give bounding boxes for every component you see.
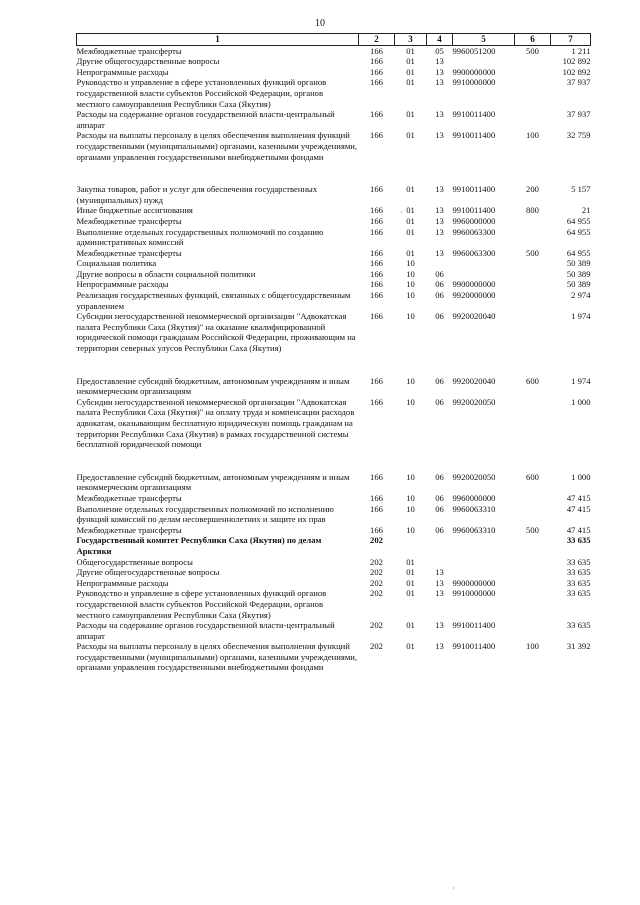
row-cell-6 <box>515 56 551 67</box>
row-cell-7: 33 635 <box>566 556 591 567</box>
row-name: Непрограммные расходы <box>76 577 169 588</box>
table-row <box>77 472 591 493</box>
table-body <box>77 45 591 673</box>
row-name: Выполнение отдельных государственных полномочий по исполнению функций комиссий по делам несовершеннолетних и защите их прав <box>76 503 334 525</box>
row-cell-6 <box>515 216 551 227</box>
row-cell-4: 13 <box>435 56 444 67</box>
column-header: 3 <box>395 34 427 46</box>
row-cell-4: 13 <box>435 226 444 237</box>
table-row <box>77 269 591 280</box>
table-row <box>77 109 591 130</box>
row-cell-7: 50 389 <box>566 258 591 269</box>
row-cell-2: 166 <box>370 77 383 88</box>
row-cell-3: 10 <box>406 290 415 301</box>
row-cell-4: 13 <box>435 77 444 88</box>
row-cell-6: 800 <box>526 205 539 216</box>
table-row <box>77 67 591 78</box>
row-cell-3: 01 <box>406 205 415 216</box>
row-cell-4: 13 <box>435 205 444 216</box>
row-cell-4 <box>427 258 453 269</box>
row-cell-3 <box>395 535 427 556</box>
row-cell-5: 9910011400 <box>452 641 496 652</box>
row-cell-5 <box>453 258 515 269</box>
row-cell-5: 9910011400 <box>452 184 496 195</box>
table-row <box>77 578 591 589</box>
row-cell-7: 37 937 <box>566 77 591 88</box>
row-cell-2: 166 <box>370 66 383 77</box>
row-cell-3: 10 <box>406 492 415 503</box>
row-cell-3: 10 <box>406 258 415 269</box>
row-cell-7: 33 635 <box>566 620 591 631</box>
row-cell-2: 166 <box>370 130 383 141</box>
row-name: Предоставление субсидий бюджетным, автономным учреждениям и иным некоммерческим организациям <box>76 375 350 397</box>
row-name: Субсидии негосударственной некоммерческой организации "Адвокатская палата Республики Саха (Якутия)" на оказание квалифицированной юридической помощи гражданам Российской Федерации, проживающим на территории северных улусов Республики Саха (Якутия) <box>76 311 356 354</box>
row-cell-5: 9960063300 <box>452 226 496 237</box>
budget-table <box>76 33 591 673</box>
row-cell-6 <box>515 311 551 375</box>
row-name: Субсидии негосударственной некоммерческой организации "Адвокатская палата Республики Саха (Якутия)" на оплату труда и компенсации расходов адвокатам, оказывающим бесплатную юридическую помощь гражданам на территории Республики Саха (Якутия) в рамках государственной системы бесплатной юридической помощи <box>76 396 355 450</box>
row-cell-7: 1 000 <box>571 396 591 407</box>
table-row <box>77 311 591 375</box>
row-cell-6 <box>515 493 551 504</box>
row-cell-6 <box>515 588 551 620</box>
row-name: Социальная политика <box>76 258 157 269</box>
row-name: Государственный комитет Республики Саха (Якутия) по делам Арктики <box>76 535 322 556</box>
row-cell-7: 32 759 <box>566 130 591 141</box>
row-cell-3: 10 <box>406 524 415 535</box>
row-cell-7: 1 000 <box>571 471 591 482</box>
table-row <box>77 56 591 67</box>
row-cell-3: 01 <box>406 620 415 631</box>
row-name: Общегосударственные вопросы <box>76 556 193 567</box>
row-cell-3: 01 <box>406 577 415 588</box>
row-cell-2: 166 <box>370 215 383 226</box>
row-cell-2: 166 <box>370 492 383 503</box>
table-row <box>77 376 591 397</box>
table-row <box>77 279 591 290</box>
table-row <box>77 641 591 673</box>
row-cell-5: 9920000000 <box>452 290 496 301</box>
row-cell-6: 500 <box>526 247 539 258</box>
row-cell-2: 202 <box>370 577 383 588</box>
row-cell-6 <box>515 567 551 578</box>
column-header: 4 <box>427 34 453 46</box>
row-cell-3: 01 <box>406 130 415 141</box>
row-cell-6 <box>515 620 551 641</box>
row-cell-7: 1 974 <box>571 311 591 322</box>
row-cell-2: 166 <box>370 290 383 301</box>
row-cell-3: 01 <box>406 247 415 258</box>
row-cell-2: 202 <box>370 588 383 599</box>
row-name: Межбюджетные трансферты <box>76 247 182 258</box>
row-cell-2: 166 <box>370 396 383 407</box>
row-cell-4: 13 <box>435 577 444 588</box>
table-row <box>77 493 591 504</box>
column-header: 1 <box>77 34 359 46</box>
row-cell-5: 9960051200 <box>452 45 496 56</box>
row-cell-6 <box>515 290 551 311</box>
row-cell-4: 06 <box>435 268 444 279</box>
row-cell-5 <box>453 535 515 556</box>
table-row <box>77 227 591 248</box>
row-cell-3: 01 <box>406 77 415 88</box>
row-cell-6 <box>515 269 551 280</box>
row-cell-6 <box>515 535 551 556</box>
row-cell-2: 166 <box>370 258 383 269</box>
table-row <box>77 525 591 536</box>
row-cell-4: 06 <box>435 396 444 407</box>
row-cell-6 <box>515 67 551 78</box>
row-cell-2: 166 <box>370 311 383 322</box>
row-cell-7: 31 392 <box>566 641 591 652</box>
row-cell-4: 06 <box>435 311 444 322</box>
row-cell-4: 13 <box>435 641 444 652</box>
row-cell-5: 9910011400 <box>452 130 496 141</box>
row-cell-3: 01 <box>406 226 415 237</box>
row-cell-3: 10 <box>406 279 415 290</box>
table-row <box>77 77 591 109</box>
row-cell-6 <box>515 504 551 525</box>
row-name: Закупка товаров, работ и услуг для обеспечения государственных (муниципальных) нужд <box>76 184 318 205</box>
row-cell-6: 200 <box>526 184 539 195</box>
row-cell-7: 50 389 <box>566 279 591 290</box>
column-header: 7 <box>551 34 591 46</box>
row-cell-2: 166 <box>370 268 383 279</box>
scan-mark: · <box>452 884 455 893</box>
row-cell-3: 01 <box>406 184 415 195</box>
row-cell-2: 202 <box>370 556 383 567</box>
row-cell-5: 9920020040 <box>452 311 496 322</box>
row-cell-5: 9960000000 <box>452 492 496 503</box>
table-row <box>77 397 591 472</box>
row-cell-2: 166 <box>370 226 383 237</box>
table-row <box>77 620 591 641</box>
row-cell-7: 102 892 <box>562 56 591 67</box>
row-cell-7: 47 415 <box>566 503 591 514</box>
row-cell-5 <box>453 56 515 67</box>
row-cell-3: 01 <box>406 215 415 226</box>
row-cell-7: 47 415 <box>566 524 591 535</box>
table-row <box>77 216 591 227</box>
row-cell-3: 01 <box>406 56 415 67</box>
row-cell-7: 64 955 <box>566 247 591 258</box>
row-cell-2: 166 <box>370 184 383 195</box>
row-cell-5: 9910000000 <box>452 77 496 88</box>
row-cell-4: 06 <box>435 492 444 503</box>
row-name: Расходы на выплаты персоналу в целях обеспечения выполнения функций государственными (муниципальными) органами, казенными учреждениями, органами управления государственными внебюджетными фондами <box>76 641 358 673</box>
row-cell-6: 500 <box>526 45 539 56</box>
row-cell-7: 1 974 <box>571 375 591 386</box>
row-cell-3: 01 <box>406 45 415 56</box>
row-name: Руководство и управление в сфере установленных функций органов государственной власти субъектов Российской Федерации, органов местного самоуправления Республики Саха (Якутия) <box>76 77 327 109</box>
table-row <box>77 567 591 578</box>
row-cell-7: 64 955 <box>566 215 591 226</box>
row-cell-3: 01 <box>406 556 415 567</box>
row-cell-7: 102 892 <box>562 66 591 77</box>
row-cell-2: 166 <box>370 109 383 120</box>
row-cell-7: 2 974 <box>571 290 591 301</box>
row-cell-7: 37 937 <box>566 109 591 120</box>
row-cell-2: 166 <box>370 247 383 258</box>
row-cell-3: 10 <box>406 471 415 482</box>
row-cell-4: 13 <box>435 184 444 195</box>
row-cell-5 <box>453 557 515 568</box>
row-cell-3: 10 <box>406 503 415 514</box>
row-cell-5: 9920020050 <box>452 396 496 407</box>
row-name: Выполнение отдельных государственных полномочий по созданию административных комиссий <box>76 226 324 248</box>
row-cell-4: 13 <box>435 66 444 77</box>
row-cell-7: 64 955 <box>566 226 591 237</box>
row-name: Непрограммные расходы <box>76 66 169 77</box>
row-cell-4: 13 <box>435 215 444 226</box>
row-cell-4: 13 <box>435 247 444 258</box>
row-name: Межбюджетные трансферты <box>76 524 182 535</box>
row-cell-5: 9910011400 <box>452 620 496 631</box>
row-cell-7: 50 389 <box>566 268 591 279</box>
row-cell-4: 06 <box>435 524 444 535</box>
row-cell-2: 166 <box>370 503 383 514</box>
row-cell-2: 166 <box>370 471 383 482</box>
row-cell-4: 06 <box>435 375 444 386</box>
row-cell-6 <box>515 109 551 130</box>
row-cell-4: 06 <box>435 290 444 301</box>
table-row <box>77 588 591 620</box>
row-cell-6 <box>515 578 551 589</box>
row-cell-5: 9960063300 <box>452 247 496 258</box>
table-row <box>77 45 591 56</box>
row-cell-3: 10 <box>406 311 415 322</box>
row-cell-3: 01 <box>406 588 415 599</box>
row-cell-3: 10 <box>406 375 415 386</box>
row-name: Межбюджетные трансферты <box>76 45 182 56</box>
row-cell-5: 9900000000 <box>452 577 496 588</box>
row-cell-5: 9910011400 <box>452 109 496 120</box>
row-cell-2: 166 <box>370 56 383 67</box>
row-cell-4 <box>427 557 453 568</box>
row-cell-3: 10 <box>406 396 415 407</box>
row-cell-3: 01 <box>406 641 415 652</box>
table-row <box>77 258 591 269</box>
row-cell-4: 06 <box>435 503 444 514</box>
row-cell-7: 1 211 <box>571 45 591 56</box>
column-header: 6 <box>515 34 551 46</box>
table-header-row <box>77 34 591 46</box>
row-cell-4: 13 <box>435 620 444 631</box>
scan-mark: · <box>400 208 403 217</box>
table-row <box>77 557 591 568</box>
row-name: Другие вопросы в области социальной политики <box>76 268 256 279</box>
row-cell-4: 13 <box>435 588 444 599</box>
row-cell-5: 9960063310 <box>452 524 496 535</box>
row-cell-2: 202 <box>370 620 383 631</box>
column-header: 5 <box>453 34 515 46</box>
row-name: Межбюджетные трансферты <box>76 492 182 503</box>
row-cell-6 <box>515 557 551 568</box>
row-cell-7: 33 635 <box>566 567 591 578</box>
row-cell-5: 9900000000 <box>452 279 496 290</box>
row-name: Реализация государственных функций, связанных с общегосударственным управлением <box>76 290 351 311</box>
row-cell-2: 166 <box>370 279 383 290</box>
table-row <box>77 290 591 311</box>
row-cell-6: 500 <box>526 524 539 535</box>
row-cell-6 <box>515 227 551 248</box>
row-cell-2: 166 <box>370 524 383 535</box>
row-name: Иные бюджетные ассигнования <box>76 205 193 216</box>
row-name: Расходы на содержание органов государственной власти-центральный аппарат <box>76 109 335 130</box>
row-cell-4: 13 <box>435 130 444 141</box>
row-cell-5: 9960000000 <box>452 215 496 226</box>
row-cell-2: 202 <box>370 535 383 546</box>
row-cell-5: 9910011400 <box>452 205 496 216</box>
row-cell-7: 33 635 <box>566 577 591 588</box>
row-name: Руководство и управление в сфере установленных функций органов государственной власти субъектов Российской Федерации, органов местного самоуправления Республики Саха (Якутия) <box>76 588 327 620</box>
row-cell-4 <box>427 535 453 556</box>
table-row <box>77 504 591 525</box>
row-cell-5 <box>453 567 515 578</box>
page-number: 10 <box>315 18 325 29</box>
row-name: Другие общегосударственные вопросы <box>76 567 220 578</box>
row-cell-6 <box>515 279 551 290</box>
column-header: 2 <box>359 34 395 46</box>
table-row <box>77 130 591 184</box>
row-cell-5: 9900000000 <box>452 66 496 77</box>
table-row <box>77 184 591 205</box>
row-cell-2: 202 <box>370 567 383 578</box>
table-row <box>77 248 591 259</box>
row-cell-3: 10 <box>406 268 415 279</box>
row-cell-5: 9960063310 <box>452 503 496 514</box>
row-cell-7: 21 <box>581 205 591 216</box>
row-cell-7: 5 157 <box>571 184 591 195</box>
row-cell-3: 01 <box>406 109 415 120</box>
row-cell-6: 600 <box>526 375 539 386</box>
row-cell-2: 202 <box>370 641 383 652</box>
row-name: Межбюджетные трансферты <box>76 215 182 226</box>
row-cell-6 <box>515 77 551 109</box>
row-cell-7: 47 415 <box>566 492 591 503</box>
row-name: Непрограммные расходы <box>76 279 169 290</box>
row-cell-3: 01 <box>406 66 415 77</box>
row-cell-4: 13 <box>435 109 444 120</box>
row-cell-4: 13 <box>435 567 444 578</box>
row-cell-6: 100 <box>526 641 539 652</box>
row-cell-7: 33 635 <box>566 535 591 546</box>
row-name: Другие общегосударственные вопросы <box>76 56 220 67</box>
row-cell-4: 06 <box>435 279 444 290</box>
row-cell-2: 166 <box>370 205 383 216</box>
row-cell-6 <box>515 258 551 269</box>
row-cell-5 <box>453 269 515 280</box>
row-name: Расходы на содержание органов государственной власти-центральный аппарат <box>76 620 335 641</box>
table-row <box>77 535 591 556</box>
row-cell-4: 06 <box>435 471 444 482</box>
row-cell-5: 9920020050 <box>452 471 496 482</box>
table-row <box>77 205 591 216</box>
row-cell-6 <box>515 397 551 472</box>
row-name: Расходы на выплаты персоналу в целях обеспечения выполнения функций государственными (муниципальными) органами, казенными учреждениями, органами управления государственными внебюджетными фондами <box>76 130 358 162</box>
row-cell-2: 166 <box>370 375 383 386</box>
row-cell-6: 100 <box>526 130 539 141</box>
row-cell-2: 166 <box>370 45 383 56</box>
row-cell-3: 01 <box>406 567 415 578</box>
row-cell-7: 33 635 <box>566 588 591 599</box>
row-cell-5: 9920020040 <box>452 375 496 386</box>
row-cell-6: 600 <box>526 471 539 482</box>
row-name: Предоставление субсидий бюджетным, автономным учреждениям и иным некоммерческим организациям <box>76 471 350 493</box>
row-cell-5: 9910000000 <box>452 588 496 599</box>
row-cell-4: 05 <box>435 45 444 56</box>
